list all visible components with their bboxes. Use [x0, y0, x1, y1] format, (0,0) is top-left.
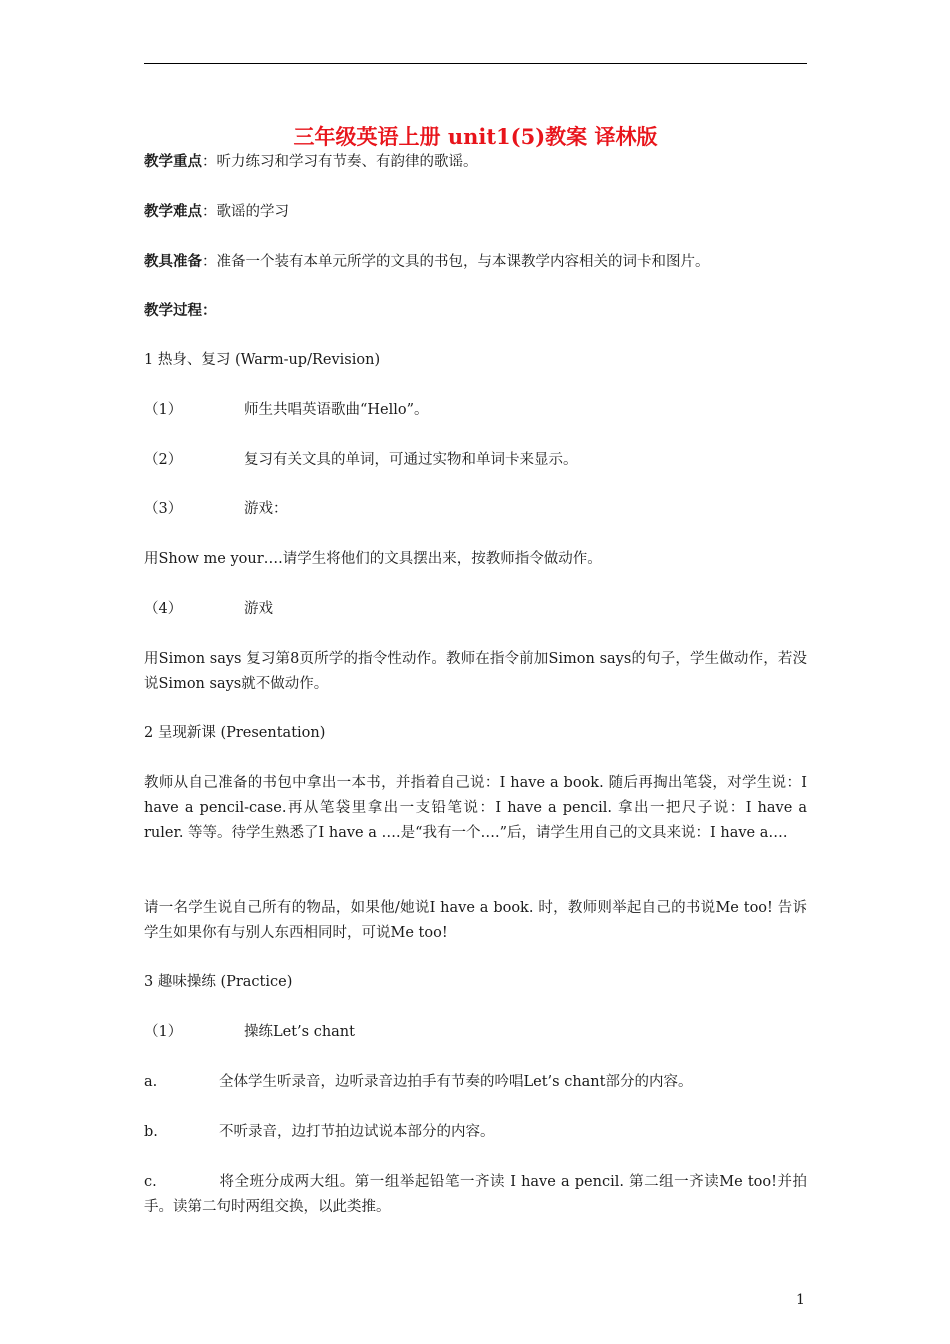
teaching-difficulty-text: 歌谣的学习 — [216, 204, 289, 220]
page-number: 1 — [796, 1292, 805, 1308]
teaching-process-label: 教学过程 — [144, 302, 202, 319]
section-3-step-a — [144, 1070, 807, 1095]
teaching-materials-colon: ： — [202, 254, 217, 270]
step-letter: a. — [144, 1074, 158, 1090]
header-rule — [144, 63, 807, 64]
section-1-item-4 — [144, 597, 807, 622]
step-text: 不听录音，边打节拍边试说本部分的内容。 — [219, 1124, 495, 1140]
item-text: 游戏 — [244, 601, 273, 617]
teaching-difficulty-label: 教学难点 — [144, 203, 202, 220]
teaching-materials-label: 教具准备 — [144, 253, 202, 270]
teaching-focus — [144, 149, 807, 175]
document-title: 三年级英语上册 unit1(5)教案 译林版 — [293, 124, 658, 149]
step-text: 将全班分成两大组。第一组举起铅笔一齐读 I have a pencil. 第二组一齐读Me too!并拍手。读第二句时两组交换，以此类推。 — [144, 1174, 807, 1215]
item-text: 复习有关文具的单词，可通过实物和单词卡来显示。 — [244, 452, 578, 468]
section-3-step-c — [144, 1170, 807, 1220]
item-text: 操练Let’s chant — [244, 1024, 355, 1040]
section-3-heading: 3 趣味操练 (Practice) — [144, 974, 293, 990]
section-2-paragraph-1: 教师从自己准备的书包中拿出一本书，并指着自己说：I have a book. 随后再掏出笔袋，对学生说：I have a pencil-case.再从笔袋里拿出一支铅笔说：I have a pencil. 拿出一把尺子说：I have a ruler. 等等。待学生熟悉了I have a ….是“我有一个….”后，请学生用自己的文具来说：I have a…. — [144, 775, 807, 841]
section-2-paragraph-2: 请一名学生说自己所有的物品，如果他/她说I have a book. 时，教师则举起自己的书说Me too! 告诉学生如果你有与别人东西相同时，可说Me too! — [144, 900, 807, 941]
step-letter: b. — [144, 1124, 158, 1140]
section-1-item-1 — [144, 398, 807, 423]
item-number: （3） — [144, 501, 183, 517]
section-1-item-3 — [144, 497, 807, 522]
teaching-focus-colon: ： — [202, 154, 217, 170]
section-1-item-2 — [144, 448, 807, 473]
teaching-materials — [144, 249, 807, 275]
teaching-focus-label: 教学重点 — [144, 153, 202, 170]
section-3-step-b — [144, 1120, 807, 1145]
teaching-focus-text: 听力练习和学习有节奏、有韵律的歌谣。 — [216, 154, 478, 170]
teaching-process-colon: ： — [202, 302, 217, 319]
step-text: 全体学生听录音，边听录音边拍手有节奏的吟唱Let’s chant部分的内容。 — [219, 1074, 693, 1090]
item-number: （1） — [144, 1024, 183, 1040]
item-number: （4） — [144, 601, 183, 617]
teaching-difficulty-colon: ： — [202, 204, 217, 220]
section-3-item-1 — [144, 1020, 807, 1045]
item-text: 师生共唱英语歌曲“Hello”。 — [244, 402, 429, 418]
item-text: 游戏： — [244, 501, 288, 517]
teaching-difficulty — [144, 199, 807, 225]
teaching-materials-text: 准备一个装有本单元所学的文具的书包，与本课教学内容相关的词卡和图片。 — [216, 254, 710, 270]
item-number: （1） — [144, 402, 183, 418]
section-1-item-4-description: 用Simon says 复习第8页所学的指令性动作。教师在指令前加Simon says的句子，学生做动作，若没说Simon says就不做动作。 — [144, 651, 807, 692]
item-number: （2） — [144, 452, 183, 468]
section-1-item-3-description: 用Show me your….请学生将他们的文具摆出来，按教师指令做动作。 — [144, 551, 602, 567]
step-letter: c. — [144, 1174, 157, 1190]
teaching-process — [144, 298, 807, 324]
section-2-heading: 2 呈现新课 (Presentation) — [144, 725, 326, 741]
section-1-heading: 1 热身、复习 (Warm-up/Revision) — [144, 352, 381, 368]
